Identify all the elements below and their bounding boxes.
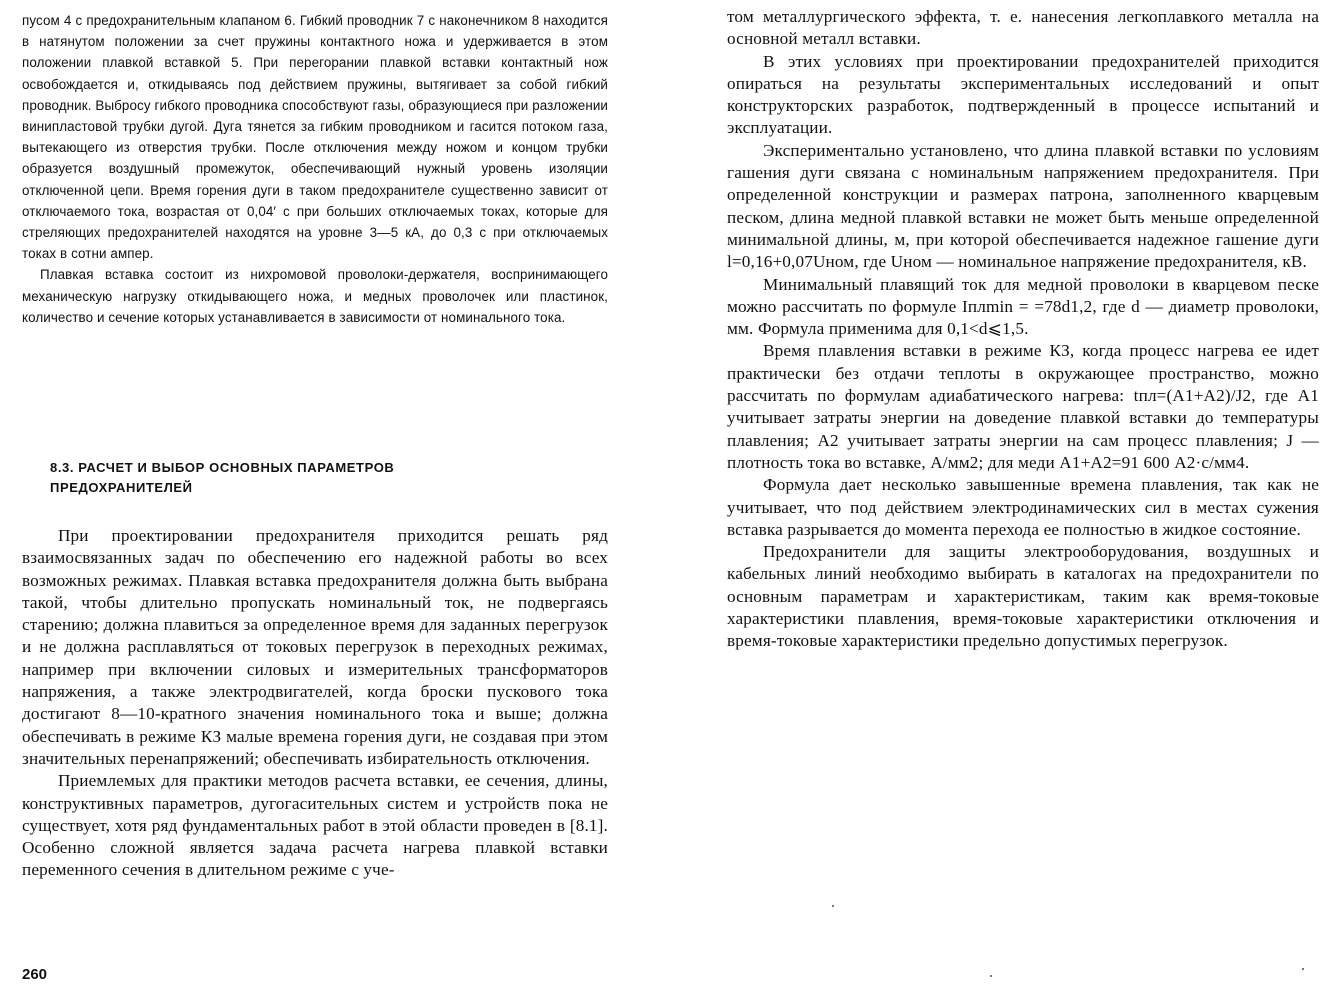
scan-speck	[990, 975, 992, 977]
body-paragraph-1: При проектировании предохранителя приходится решать ряд взаимосвязанных задач по обеспечению его надежной работы во всех возможных режимах. Плавкая вставка предохранителя должна быть выбрана такой, чтобы длительно пропускать номинальный ток, не подвергаясь старению; должна плавиться за определенное время для заданных перегрузок и не должна расплавляться от токовых перегрузок в переходных режимах, например при включении силовых и измерительных трансформаторов напряжения, а также электродвигателей, когда броски пускового тока достигают 8—10-кратного значения номинального тока и выше; должна обеспечивать в режиме КЗ малые времена горения дуги, не создавая при этом значительных перенапряжений; обеспечивать избирательность отключения.	[22, 526, 608, 768]
top-paragraph-1: пусом 4 с предохранительным клапаном 6. Гибкий проводник 7 с наконечником 8 находится в натянутом положении за счет пружины контактного ножа и удерживается в этом положении плавкой вставкой 5. При перегорании плавкой вставки контактный нож освобождается и, откидываясь под действием пружины, вытягивает за собой гибкий проводник. Выбросу гибкого проводника способствуют газы, образующиеся при разложении винипластовой трубки дугой. Дуга тянется за гибким проводником и гасится потоком газа, вытекающего из отверстия трубки. После отключения между ножом и концом трубки образуется воздушный промежуток, обеспечивающий нужный уровень изоляции отключенной цепи. Время горения дуги в таком предохранителе существенно зависит от отключаемого тока, возрастая от 0,04′ с при больших отключаемых токах, которые для стреляющих предохранителей находятся на уровне 3—5 кА, до 0,3 с при отключаемых токах в сотни ампер.	[22, 13, 608, 262]
top-paragraph-2: Плавкая вставка состоит из нихромовой проволоки-держателя, воспринимающего механическую нагрузку откидывающего ножа, и медных проволочек или пластинок, количество и сечение которых устанавливается в зависимости от номинального тока.	[22, 267, 608, 325]
body-paragraph-2: Приемлемых для практики методов расчета вставки, ее сечения, длины, конструктивных параметров, дугогасительных систем и устройств пока не существует, хотя ряд фундаментальных работ в этой области проведен в [8.1]. Особенно сложной является задача расчета нагрева плавкой вставки переменного сечения в длительном режиме с уче-	[22, 771, 608, 880]
section-heading-line-1: 8.3. РАСЧЕТ И ВЫБОР ОСНОВНЫХ ПАРАМЕТРОВ	[50, 460, 395, 475]
left-page	[22, 0, 610, 994]
right-paragraph-5: Время плавления вставки в режиме КЗ, когда процесс нагрева ее идет практически без отдачи теплоты в окружающее пространство, можно рассчитать по формулам адиабатического нагрева: tпл=(A1+A2)/J2, где A1 учитывает затраты энергии на доведение плавкой вставки до температуры плавления; A2 учитывает затраты энергии на сам процесс плавления; J — плотность тока во вставке, А/мм2; для меди A1+A2=91 600 А2·с/мм4.	[727, 341, 1319, 472]
right-page	[727, 0, 1321, 994]
scan-speck	[832, 905, 834, 907]
right-paragraph-2: В этих условиях при проектировании предохранителей приходится опираться на результаты экспериментальных исследований и опыт конструкторских разработок, подтвержденный в процессе испытаний и эксплуатации.	[727, 51, 1319, 138]
scan-speck	[1302, 968, 1304, 970]
main-text-block-right	[727, 6, 1319, 653]
right-paragraph-4: Минимальный плавящий ток для медной проволоки в кварцевом песке можно рассчитать по формуле Iплmin = =78d1,2, где d — диаметр проволоки, мм. Формула применима для 0,1<d⩽1,5.	[727, 274, 1319, 339]
page-number: 260	[22, 966, 48, 983]
section-heading	[50, 458, 570, 498]
top-text-block	[22, 10, 608, 328]
right-paragraph-6: Формула дает несколько завышенные времена плавления, так как не учитывает, что под действием электродинамических сил в местах сужения вставка разрывается до момента перехода ее полностью в жидкое состояние.	[727, 475, 1319, 539]
main-text-block-left	[22, 525, 608, 882]
section-heading-line-2: ПРЕДОХРАНИТЕЛЕЙ	[50, 480, 193, 495]
right-paragraph-1: том металлургического эффекта, т. е. нанесения легкоплавкого металла на основной металл вставки.	[727, 7, 1319, 49]
right-paragraph-3: Экспериментально установлено, что длина плавкой вставки по условиям гашения дуги связана с номинальным напряжением предохранителя. При определенной конструкции и размерах патрона, заполненного кварцевым песком, длина медной плавкой вставки не может быть меньше определенной минимальной длины, м, при которой обеспечивается надежное гашение дуги l=0,16+0,07Uном, где Uном — номинальное напряжение предохранителя, кВ.	[727, 140, 1319, 272]
right-paragraph-7: Предохранители для защиты электрооборудования, воздушных и кабельных линий необходимо выбирать в каталогах на предохранители по основным параметрам и характеристикам, таким как время-токовые характеристики плавления, время-токовые характеристики отключения и время-токовые характеристики предельно допустимых перегрузок.	[727, 542, 1319, 651]
